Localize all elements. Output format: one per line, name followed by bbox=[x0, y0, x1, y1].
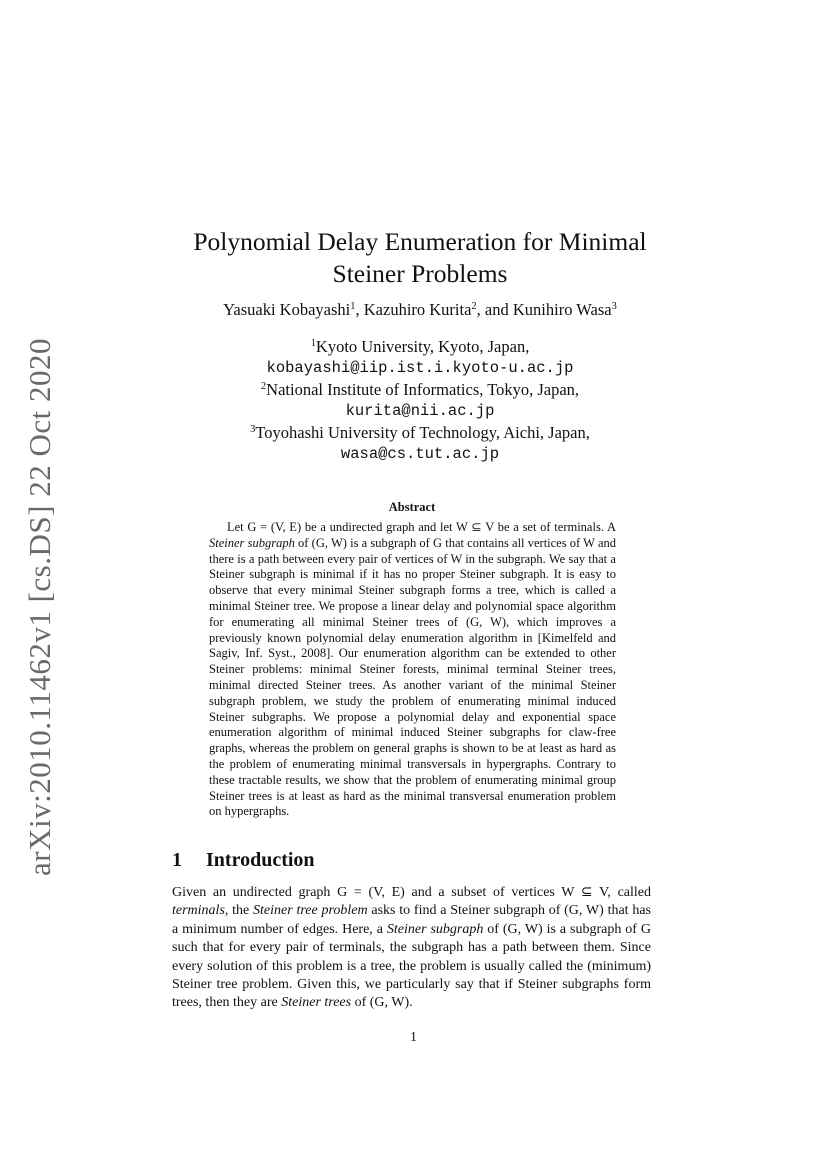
arxiv-identifier-stamp bbox=[18, 338, 62, 876]
intro-emphasis: Steiner tree problem bbox=[253, 903, 368, 919]
author-separator: , and bbox=[476, 300, 513, 319]
page-number: 1 bbox=[410, 1030, 417, 1045]
introduction-paragraph bbox=[172, 884, 651, 1013]
section-title: Introduction bbox=[206, 849, 315, 871]
affiliation-institution: Kyoto University, Kyoto, Japan, bbox=[315, 337, 530, 356]
abstract-text bbox=[209, 520, 616, 820]
author-name: Yasuaki Kobayashi bbox=[223, 300, 351, 319]
affiliation-email: wasa@cs.tut.ac.jp bbox=[340, 444, 500, 463]
affiliation-mark: 1 bbox=[310, 338, 316, 349]
affiliation-institution: National Institute of Informatics, Tokyo, Japan, bbox=[266, 380, 580, 399]
author-list bbox=[120, 300, 720, 320]
arxiv-stamp-text: arXiv:2010.11462v1 [cs.DS] 22 Oct 2020 bbox=[22, 338, 57, 876]
author-mark: 1 bbox=[350, 301, 356, 312]
affiliation-mark: 3 bbox=[250, 424, 256, 435]
title-line-1: Polynomial Delay Enumeration for Minimal bbox=[193, 227, 647, 256]
abstract-text-part: of (G, W) is a subgraph of G that contains all vertices of W and there is a path between every pair of vertices of W in the subgraph. We say that a Steiner subgraph is minimal if it has no proper Steiner subgraph. It is easy to observe that every minimal Steiner subgraph forms a tree, which is called a minimal Steiner tree. We propose a linear delay and polynomial space algorithm for enumerating all minimal Steiner trees of (G, W), which improves a previously known polynomial delay enumeration algorithm in [Kimelfeld and Sagiv, Inf. Syst., 2008]. Our enumeration algorithm can be extended to other Steiner problems: minimal Steiner forests, minimal terminal Steiner trees, minimal directed Steiner trees. As another variant of the minimal Steiner subgraph problem, we study the problem of enumerating minimal induced Steiner subgraphs. We propose a polynomial delay and exponential space enumeration algorithm of minimal induced Steiner subgraphs for claw-free graphs, whereas the problem on general graphs is shown to be at least as hard as the problem of enumerating minimal transversals in hypergraphs. Contrary to these tractable results, we show that the problem of enumerating minimal group Steiner trees is at least as hard as the minimal transversal enumeration problem on hypergraphs. bbox=[209, 535, 616, 819]
intro-emphasis: Steiner subgraph bbox=[386, 921, 484, 937]
title-line-2: Steiner Problems bbox=[332, 259, 508, 288]
intro-emphasis: terminals bbox=[172, 903, 225, 919]
intro-text: , the bbox=[224, 903, 254, 919]
intro-text: Given an undirected graph G = (V, E) and a subset of vertices W ⊆ V, called bbox=[172, 885, 651, 900]
author-name: Kazuhiro Kurita bbox=[363, 300, 472, 319]
abstract-emphasis: Steiner subgraph bbox=[209, 535, 295, 550]
affiliation bbox=[120, 422, 720, 444]
intro-emphasis: Steiner trees bbox=[281, 995, 352, 1011]
paper-title bbox=[120, 226, 720, 290]
author-mark: 2 bbox=[471, 301, 477, 312]
abstract-text-part: Let G = (V, E) be a undirected graph and let W ⊆ V be a set of terminals. A bbox=[227, 520, 616, 534]
section-number: 1 bbox=[172, 849, 182, 871]
affiliation-mark: 2 bbox=[260, 381, 267, 392]
author-name: Kunihiro Wasa bbox=[512, 300, 612, 319]
abstract-heading: Abstract bbox=[388, 500, 436, 514]
author-separator: , bbox=[355, 300, 364, 319]
affiliation-email: kurita@nii.ac.jp bbox=[345, 401, 495, 420]
intro-text: of (G, W). bbox=[351, 995, 413, 1011]
affiliation-institution: Toyohashi University of Technology, Aichi, Japan, bbox=[255, 423, 590, 442]
affiliation-email: kobayashi@iip.ist.i.kyoto-u.ac.jp bbox=[266, 358, 574, 377]
intro-text: of (G, W) is a subgraph of G such that for every pair of terminals, the subgraph has a path between them. Since every solution of this problem is a tree, the problem is usually called the (minimum) Steiner tree problem. Given this, we particularly say that if Steiner subgraphs form trees, then they are bbox=[172, 921, 651, 1011]
affiliation bbox=[120, 379, 720, 401]
section-heading bbox=[172, 849, 315, 872]
affiliation bbox=[120, 336, 720, 358]
intro-text: asks to find a Steiner subgraph of (G, W) that has a minimum number of edges. Here, a bbox=[172, 903, 651, 937]
affiliation-list bbox=[120, 336, 720, 465]
author-mark: 3 bbox=[611, 301, 617, 312]
